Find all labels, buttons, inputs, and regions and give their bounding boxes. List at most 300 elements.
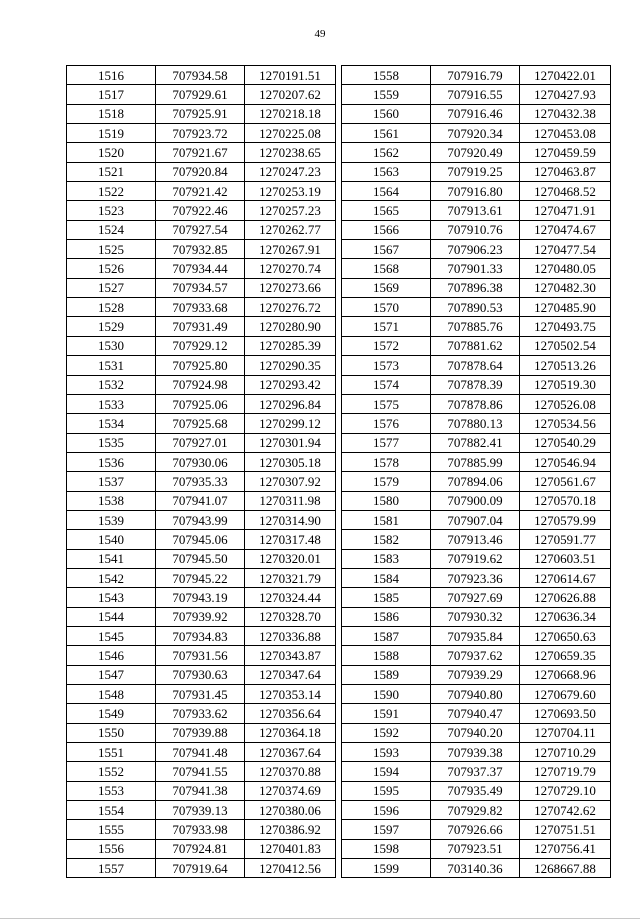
y-coordinate-cell: 1270546.94 bbox=[520, 452, 611, 471]
point-number-cell: 1524 bbox=[67, 220, 156, 239]
y-coordinate-cell: 1270482.30 bbox=[520, 278, 611, 297]
x-coordinate-cell: 707939.29 bbox=[431, 665, 520, 684]
table-row bbox=[67, 801, 336, 820]
x-coordinate-cell: 707935.84 bbox=[431, 626, 520, 645]
table-row bbox=[342, 646, 611, 665]
x-coordinate-cell: 707916.46 bbox=[431, 104, 520, 123]
x-coordinate-cell: 707927.69 bbox=[431, 588, 520, 607]
x-coordinate-cell: 707910.76 bbox=[431, 220, 520, 239]
x-coordinate-cell: 707913.61 bbox=[431, 201, 520, 220]
x-coordinate-cell: 707931.45 bbox=[156, 685, 245, 704]
x-coordinate-cell: 707934.83 bbox=[156, 626, 245, 645]
table-row bbox=[342, 182, 611, 201]
table-row bbox=[342, 162, 611, 181]
y-coordinate-cell: 1270570.18 bbox=[520, 491, 611, 510]
x-coordinate-cell: 707920.34 bbox=[431, 124, 520, 143]
point-number-cell: 1553 bbox=[67, 781, 156, 800]
point-number-cell: 1582 bbox=[342, 530, 431, 549]
y-coordinate-cell: 1270311.98 bbox=[245, 491, 336, 510]
y-coordinate-cell: 1270301.94 bbox=[245, 433, 336, 452]
point-number-cell: 1523 bbox=[67, 201, 156, 220]
table-row bbox=[67, 66, 336, 85]
point-number-cell: 1545 bbox=[67, 626, 156, 645]
y-coordinate-cell: 1270493.75 bbox=[520, 317, 611, 336]
y-coordinate-cell: 1270679.60 bbox=[520, 685, 611, 704]
x-coordinate-cell: 707943.19 bbox=[156, 588, 245, 607]
table-row bbox=[342, 607, 611, 626]
y-coordinate-cell: 1270412.56 bbox=[245, 859, 336, 878]
x-coordinate-cell: 707940.20 bbox=[431, 723, 520, 742]
y-coordinate-cell: 1270742.62 bbox=[520, 801, 611, 820]
x-coordinate-cell: 707924.81 bbox=[156, 839, 245, 858]
x-coordinate-cell: 707926.66 bbox=[431, 820, 520, 839]
table-row bbox=[67, 414, 336, 433]
point-number-cell: 1577 bbox=[342, 433, 431, 452]
point-number-cell: 1541 bbox=[67, 549, 156, 568]
table-row bbox=[67, 510, 336, 529]
table-row bbox=[67, 607, 336, 626]
y-coordinate-cell: 1270603.51 bbox=[520, 549, 611, 568]
point-number-cell: 1559 bbox=[342, 85, 431, 104]
y-coordinate-cell: 1270324.44 bbox=[245, 588, 336, 607]
table-row bbox=[67, 85, 336, 104]
point-number-cell: 1543 bbox=[67, 588, 156, 607]
x-coordinate-cell: 707937.62 bbox=[431, 646, 520, 665]
point-number-cell: 1596 bbox=[342, 801, 431, 820]
x-coordinate-cell: 707934.57 bbox=[156, 278, 245, 297]
y-coordinate-cell: 1270276.72 bbox=[245, 298, 336, 317]
table-row bbox=[342, 704, 611, 723]
point-number-cell: 1554 bbox=[67, 801, 156, 820]
table-row bbox=[67, 452, 336, 471]
table-row bbox=[67, 104, 336, 123]
table-row bbox=[67, 781, 336, 800]
table-row bbox=[342, 626, 611, 645]
y-coordinate-cell: 1270307.92 bbox=[245, 472, 336, 491]
point-number-cell: 1562 bbox=[342, 143, 431, 162]
point-number-cell: 1528 bbox=[67, 298, 156, 317]
y-coordinate-cell: 1270540.29 bbox=[520, 433, 611, 452]
table-row bbox=[67, 433, 336, 452]
point-number-cell: 1586 bbox=[342, 607, 431, 626]
table-row bbox=[67, 298, 336, 317]
table-row bbox=[342, 375, 611, 394]
y-coordinate-cell: 1270225.08 bbox=[245, 124, 336, 143]
point-number-cell: 1564 bbox=[342, 182, 431, 201]
x-coordinate-cell: 707934.58 bbox=[156, 66, 245, 85]
x-coordinate-cell: 707916.55 bbox=[431, 85, 520, 104]
point-number-cell: 1595 bbox=[342, 781, 431, 800]
x-coordinate-cell: 707937.37 bbox=[431, 762, 520, 781]
y-coordinate-cell: 1270710.29 bbox=[520, 743, 611, 762]
y-coordinate-cell: 1270480.05 bbox=[520, 259, 611, 278]
x-coordinate-cell: 707931.56 bbox=[156, 646, 245, 665]
table-row bbox=[342, 356, 611, 375]
point-number-cell: 1584 bbox=[342, 568, 431, 587]
x-coordinate-cell: 707945.50 bbox=[156, 549, 245, 568]
x-coordinate-cell: 707925.06 bbox=[156, 394, 245, 413]
y-coordinate-cell: 1270650.63 bbox=[520, 626, 611, 645]
point-number-cell: 1557 bbox=[67, 859, 156, 878]
x-coordinate-cell: 707923.72 bbox=[156, 124, 245, 143]
y-coordinate-cell: 1270432.38 bbox=[520, 104, 611, 123]
table-row bbox=[67, 530, 336, 549]
point-number-cell: 1530 bbox=[67, 336, 156, 355]
x-coordinate-cell: 707920.84 bbox=[156, 162, 245, 181]
table-row bbox=[67, 762, 336, 781]
table-row bbox=[342, 433, 611, 452]
table-row bbox=[67, 723, 336, 742]
page-number: 49 bbox=[314, 28, 326, 40]
table-row bbox=[67, 356, 336, 375]
x-coordinate-cell: 707929.12 bbox=[156, 336, 245, 355]
x-coordinate-cell: 707906.23 bbox=[431, 240, 520, 259]
point-number-cell: 1538 bbox=[67, 491, 156, 510]
table-row bbox=[342, 66, 611, 85]
x-coordinate-cell: 707919.25 bbox=[431, 162, 520, 181]
y-coordinate-cell: 1270422.01 bbox=[520, 66, 611, 85]
y-coordinate-cell: 1270427.93 bbox=[520, 85, 611, 104]
y-coordinate-cell: 1270280.90 bbox=[245, 317, 336, 336]
table-row bbox=[342, 240, 611, 259]
x-coordinate-cell: 703140.36 bbox=[431, 859, 520, 878]
point-number-cell: 1550 bbox=[67, 723, 156, 742]
x-coordinate-cell: 707940.80 bbox=[431, 685, 520, 704]
point-number-cell: 1547 bbox=[67, 665, 156, 684]
y-coordinate-cell: 1270336.88 bbox=[245, 626, 336, 645]
y-coordinate-cell: 1270719.79 bbox=[520, 762, 611, 781]
x-coordinate-cell: 707930.06 bbox=[156, 452, 245, 471]
y-coordinate-cell: 1270270.74 bbox=[245, 259, 336, 278]
y-coordinate-cell: 1270364.18 bbox=[245, 723, 336, 742]
point-number-cell: 1578 bbox=[342, 452, 431, 471]
point-number-cell: 1522 bbox=[67, 182, 156, 201]
table-row bbox=[67, 743, 336, 762]
x-coordinate-cell: 707945.06 bbox=[156, 530, 245, 549]
table-row bbox=[342, 85, 611, 104]
y-coordinate-cell: 1270453.08 bbox=[520, 124, 611, 143]
y-coordinate-cell: 1270756.41 bbox=[520, 839, 611, 858]
table-row bbox=[67, 491, 336, 510]
table-row bbox=[342, 472, 611, 491]
table-row bbox=[67, 394, 336, 413]
table-row bbox=[67, 704, 336, 723]
point-number-cell: 1520 bbox=[67, 143, 156, 162]
table-row bbox=[342, 588, 611, 607]
coordinates-table-left bbox=[66, 65, 336, 878]
point-number-cell: 1537 bbox=[67, 472, 156, 491]
table-row bbox=[342, 317, 611, 336]
x-coordinate-cell: 707939.88 bbox=[156, 723, 245, 742]
y-coordinate-cell: 1270370.88 bbox=[245, 762, 336, 781]
point-number-cell: 1594 bbox=[342, 762, 431, 781]
x-coordinate-cell: 707919.62 bbox=[431, 549, 520, 568]
point-number-cell: 1535 bbox=[67, 433, 156, 452]
x-coordinate-cell: 707878.86 bbox=[431, 394, 520, 413]
y-coordinate-cell: 1270636.34 bbox=[520, 607, 611, 626]
point-number-cell: 1567 bbox=[342, 240, 431, 259]
y-coordinate-cell: 1270253.19 bbox=[245, 182, 336, 201]
y-coordinate-cell: 1270262.77 bbox=[245, 220, 336, 239]
y-coordinate-cell: 1270247.23 bbox=[245, 162, 336, 181]
point-number-cell: 1593 bbox=[342, 743, 431, 762]
point-number-cell: 1539 bbox=[67, 510, 156, 529]
x-coordinate-cell: 707921.42 bbox=[156, 182, 245, 201]
point-number-cell: 1590 bbox=[342, 685, 431, 704]
table-row bbox=[342, 104, 611, 123]
point-number-cell: 1536 bbox=[67, 452, 156, 471]
x-coordinate-cell: 707901.33 bbox=[431, 259, 520, 278]
table-row bbox=[342, 801, 611, 820]
table-row bbox=[342, 665, 611, 684]
y-coordinate-cell: 1270380.06 bbox=[245, 801, 336, 820]
x-coordinate-cell: 707923.51 bbox=[431, 839, 520, 858]
y-coordinate-cell: 1270257.23 bbox=[245, 201, 336, 220]
y-coordinate-cell: 1270356.64 bbox=[245, 704, 336, 723]
table-row bbox=[342, 394, 611, 413]
x-coordinate-cell: 707939.13 bbox=[156, 801, 245, 820]
point-number-cell: 1576 bbox=[342, 414, 431, 433]
table-row bbox=[342, 220, 611, 239]
x-coordinate-cell: 707913.46 bbox=[431, 530, 520, 549]
y-coordinate-cell: 1270468.52 bbox=[520, 182, 611, 201]
point-number-cell: 1571 bbox=[342, 317, 431, 336]
table-row bbox=[67, 124, 336, 143]
point-number-cell: 1587 bbox=[342, 626, 431, 645]
point-number-cell: 1588 bbox=[342, 646, 431, 665]
x-coordinate-cell: 707935.33 bbox=[156, 472, 245, 491]
y-coordinate-cell: 1270321.79 bbox=[245, 568, 336, 587]
table-row bbox=[67, 240, 336, 259]
y-coordinate-cell: 1270293.42 bbox=[245, 375, 336, 394]
x-coordinate-cell: 707933.98 bbox=[156, 820, 245, 839]
table-row bbox=[342, 685, 611, 704]
point-number-cell: 1568 bbox=[342, 259, 431, 278]
table-row bbox=[67, 646, 336, 665]
x-coordinate-cell: 707933.68 bbox=[156, 298, 245, 317]
x-coordinate-cell: 707930.32 bbox=[431, 607, 520, 626]
point-number-cell: 1526 bbox=[67, 259, 156, 278]
point-number-cell: 1529 bbox=[67, 317, 156, 336]
x-coordinate-cell: 707896.38 bbox=[431, 278, 520, 297]
table-row bbox=[342, 491, 611, 510]
point-number-cell: 1569 bbox=[342, 278, 431, 297]
table-row bbox=[342, 762, 611, 781]
x-coordinate-cell: 707921.67 bbox=[156, 143, 245, 162]
table-row bbox=[342, 743, 611, 762]
table-row bbox=[67, 685, 336, 704]
y-coordinate-cell: 1270561.67 bbox=[520, 472, 611, 491]
table-row bbox=[342, 859, 611, 878]
x-coordinate-cell: 707885.76 bbox=[431, 317, 520, 336]
table-row bbox=[67, 568, 336, 587]
x-coordinate-cell: 707941.48 bbox=[156, 743, 245, 762]
x-coordinate-cell: 707885.99 bbox=[431, 452, 520, 471]
table-row bbox=[67, 182, 336, 201]
x-coordinate-cell: 707894.06 bbox=[431, 472, 520, 491]
point-number-cell: 1542 bbox=[67, 568, 156, 587]
point-number-cell: 1544 bbox=[67, 607, 156, 626]
table-row bbox=[67, 839, 336, 858]
x-coordinate-cell: 707939.92 bbox=[156, 607, 245, 626]
table-row bbox=[67, 472, 336, 491]
point-number-cell: 1517 bbox=[67, 85, 156, 104]
y-coordinate-cell: 1270314.90 bbox=[245, 510, 336, 529]
point-number-cell: 1519 bbox=[67, 124, 156, 143]
point-number-cell: 1583 bbox=[342, 549, 431, 568]
table-row bbox=[67, 278, 336, 297]
y-coordinate-cell: 1270704.11 bbox=[520, 723, 611, 742]
x-coordinate-cell: 707941.55 bbox=[156, 762, 245, 781]
y-coordinate-cell: 1270347.64 bbox=[245, 665, 336, 684]
y-coordinate-cell: 1270591.77 bbox=[520, 530, 611, 549]
y-coordinate-cell: 1270474.67 bbox=[520, 220, 611, 239]
x-coordinate-cell: 707935.49 bbox=[431, 781, 520, 800]
table-row bbox=[67, 201, 336, 220]
y-coordinate-cell: 1270614.67 bbox=[520, 568, 611, 587]
y-coordinate-cell: 1270273.66 bbox=[245, 278, 336, 297]
table-row bbox=[342, 201, 611, 220]
point-number-cell: 1560 bbox=[342, 104, 431, 123]
table-row bbox=[342, 781, 611, 800]
y-coordinate-cell: 1270285.39 bbox=[245, 336, 336, 355]
x-coordinate-cell: 707930.63 bbox=[156, 665, 245, 684]
point-number-cell: 1598 bbox=[342, 839, 431, 858]
y-coordinate-cell: 1270729.10 bbox=[520, 781, 611, 800]
y-coordinate-cell: 1270296.84 bbox=[245, 394, 336, 413]
table-row bbox=[342, 143, 611, 162]
point-number-cell: 1518 bbox=[67, 104, 156, 123]
point-number-cell: 1521 bbox=[67, 162, 156, 181]
y-coordinate-cell: 1268667.88 bbox=[520, 859, 611, 878]
y-coordinate-cell: 1270386.92 bbox=[245, 820, 336, 839]
table-row bbox=[342, 839, 611, 858]
point-number-cell: 1581 bbox=[342, 510, 431, 529]
y-coordinate-cell: 1270299.12 bbox=[245, 414, 336, 433]
point-number-cell: 1516 bbox=[67, 66, 156, 85]
x-coordinate-cell: 707907.04 bbox=[431, 510, 520, 529]
table-row bbox=[67, 549, 336, 568]
table-row bbox=[342, 278, 611, 297]
table-row bbox=[67, 375, 336, 394]
point-number-cell: 1534 bbox=[67, 414, 156, 433]
y-coordinate-cell: 1270502.54 bbox=[520, 336, 611, 355]
y-coordinate-cell: 1270328.70 bbox=[245, 607, 336, 626]
x-coordinate-cell: 707941.07 bbox=[156, 491, 245, 510]
point-number-cell: 1531 bbox=[67, 356, 156, 375]
point-number-cell: 1597 bbox=[342, 820, 431, 839]
x-coordinate-cell: 707880.13 bbox=[431, 414, 520, 433]
point-number-cell: 1591 bbox=[342, 704, 431, 723]
table-row bbox=[67, 588, 336, 607]
table-row bbox=[67, 336, 336, 355]
x-coordinate-cell: 707890.53 bbox=[431, 298, 520, 317]
table-row bbox=[342, 298, 611, 317]
x-coordinate-cell: 707919.64 bbox=[156, 859, 245, 878]
x-coordinate-cell: 707943.99 bbox=[156, 510, 245, 529]
x-coordinate-cell: 707929.82 bbox=[431, 801, 520, 820]
x-coordinate-cell: 707878.64 bbox=[431, 356, 520, 375]
table-row bbox=[67, 665, 336, 684]
x-coordinate-cell: 707922.46 bbox=[156, 201, 245, 220]
point-number-cell: 1599 bbox=[342, 859, 431, 878]
y-coordinate-cell: 1270693.50 bbox=[520, 704, 611, 723]
point-number-cell: 1565 bbox=[342, 201, 431, 220]
point-number-cell: 1580 bbox=[342, 491, 431, 510]
x-coordinate-cell: 707932.85 bbox=[156, 240, 245, 259]
table-row bbox=[67, 162, 336, 181]
table-row bbox=[342, 414, 611, 433]
y-coordinate-cell: 1270218.18 bbox=[245, 104, 336, 123]
table-row bbox=[342, 452, 611, 471]
y-coordinate-cell: 1270343.87 bbox=[245, 646, 336, 665]
y-coordinate-cell: 1270305.18 bbox=[245, 452, 336, 471]
x-coordinate-cell: 707878.39 bbox=[431, 375, 520, 394]
table-row bbox=[67, 143, 336, 162]
x-coordinate-cell: 707916.79 bbox=[431, 66, 520, 85]
point-number-cell: 1540 bbox=[67, 530, 156, 549]
y-coordinate-cell: 1270513.26 bbox=[520, 356, 611, 375]
point-number-cell: 1556 bbox=[67, 839, 156, 858]
point-number-cell: 1552 bbox=[67, 762, 156, 781]
point-number-cell: 1555 bbox=[67, 820, 156, 839]
y-coordinate-cell: 1270317.48 bbox=[245, 530, 336, 549]
table-row bbox=[67, 626, 336, 645]
y-coordinate-cell: 1270207.62 bbox=[245, 85, 336, 104]
y-coordinate-cell: 1270374.69 bbox=[245, 781, 336, 800]
y-coordinate-cell: 1270459.59 bbox=[520, 143, 611, 162]
y-coordinate-cell: 1270668.96 bbox=[520, 665, 611, 684]
y-coordinate-cell: 1270471.91 bbox=[520, 201, 611, 220]
table-row bbox=[342, 820, 611, 839]
y-coordinate-cell: 1270534.56 bbox=[520, 414, 611, 433]
x-coordinate-cell: 707941.38 bbox=[156, 781, 245, 800]
table-row bbox=[67, 220, 336, 239]
x-coordinate-cell: 707934.44 bbox=[156, 259, 245, 278]
table-row bbox=[67, 317, 336, 336]
point-number-cell: 1549 bbox=[67, 704, 156, 723]
point-number-cell: 1563 bbox=[342, 162, 431, 181]
point-number-cell: 1548 bbox=[67, 685, 156, 704]
coordinates-table-right bbox=[341, 65, 611, 878]
point-number-cell: 1533 bbox=[67, 394, 156, 413]
y-coordinate-cell: 1270367.64 bbox=[245, 743, 336, 762]
x-coordinate-cell: 707881.62 bbox=[431, 336, 520, 355]
y-coordinate-cell: 1270320.01 bbox=[245, 549, 336, 568]
point-number-cell: 1589 bbox=[342, 665, 431, 684]
y-coordinate-cell: 1270659.35 bbox=[520, 646, 611, 665]
x-coordinate-cell: 707939.38 bbox=[431, 743, 520, 762]
table-row bbox=[342, 568, 611, 587]
point-number-cell: 1525 bbox=[67, 240, 156, 259]
x-coordinate-cell: 707925.91 bbox=[156, 104, 245, 123]
x-coordinate-cell: 707920.49 bbox=[431, 143, 520, 162]
y-coordinate-cell: 1270526.08 bbox=[520, 394, 611, 413]
table-row bbox=[342, 336, 611, 355]
page-edge-line bbox=[0, 918, 640, 919]
y-coordinate-cell: 1270191.51 bbox=[245, 66, 336, 85]
x-coordinate-cell: 707882.41 bbox=[431, 433, 520, 452]
y-coordinate-cell: 1270267.91 bbox=[245, 240, 336, 259]
x-coordinate-cell: 707916.80 bbox=[431, 182, 520, 201]
point-number-cell: 1572 bbox=[342, 336, 431, 355]
point-number-cell: 1570 bbox=[342, 298, 431, 317]
point-number-cell: 1574 bbox=[342, 375, 431, 394]
point-number-cell: 1532 bbox=[67, 375, 156, 394]
table-row bbox=[342, 723, 611, 742]
point-number-cell: 1573 bbox=[342, 356, 431, 375]
x-coordinate-cell: 707929.61 bbox=[156, 85, 245, 104]
